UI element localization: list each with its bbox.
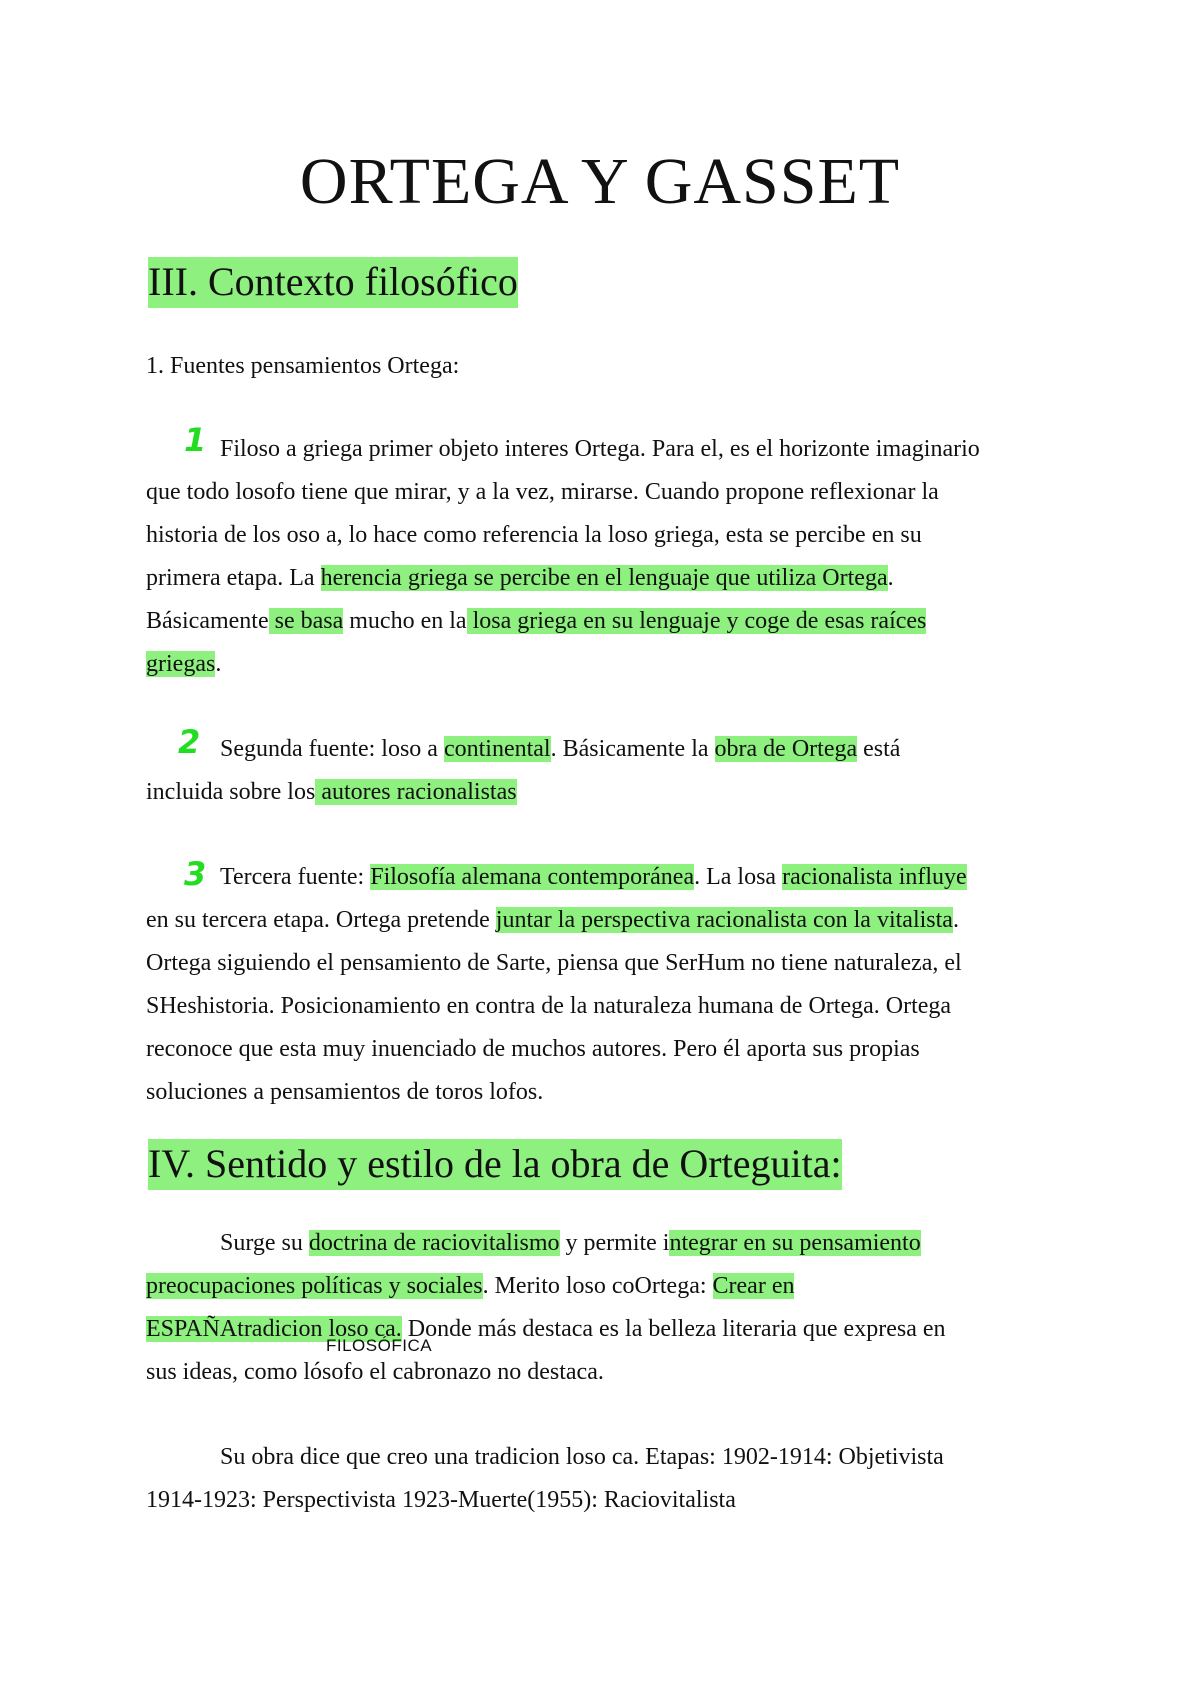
text-run: Básicamente [146, 608, 269, 634]
text-line [146, 563, 894, 593]
highlight: autores racionalistas [315, 779, 517, 805]
text-line [220, 862, 967, 892]
text-run: mucho en la [343, 608, 467, 634]
text-run: y permite i [559, 1230, 670, 1256]
highlight: ESPAÑAtradicion loso ca. [146, 1316, 402, 1342]
highlight: herencia griega se percibe en el lenguaje que utiliza Ortega [320, 565, 888, 591]
section-heading-contexto [146, 258, 520, 306]
text-run: . La losa [694, 864, 783, 890]
text-line: Filoso a griega primer objeto interes Ortega. Para el, es el horizonte imaginario [220, 436, 980, 462]
text-line: Su obra dice que creo una tradicion loso ca. Etapas: 1902-1914: Objetivista [220, 1444, 944, 1470]
text-line: que todo losofo tiene que mirar, y a la vez, mirarse. Cuando propone reflexionar la [146, 479, 939, 505]
text-run: está [857, 736, 901, 762]
text-run: en su tercera etapa. Ortega pretende [146, 907, 496, 933]
handwritten-marker-3: 3 [184, 855, 207, 893]
text-run: Segunda fuente: loso a [220, 736, 444, 762]
highlight: juntar la perspectiva racionalista con la vitalista [495, 907, 953, 933]
highlight: obra de Ortega [714, 736, 858, 762]
text-run: . Básicamente la [550, 736, 715, 762]
highlight: griegas [146, 651, 216, 677]
highlight: Filosofía alemana contemporánea [370, 864, 695, 890]
text-line: Ortega siguiendo el pensamiento de Sarte, piensa que SerHum no tiene naturaleza, el [146, 950, 962, 976]
highlight: griega en su lenguaje y coge de esas raíces [511, 608, 927, 634]
highlight: losa [466, 608, 512, 634]
highlight: continental [443, 736, 551, 762]
handwritten-marker-2: 2 [178, 723, 201, 761]
document-title: ORTEGA Y GASSET [299, 145, 901, 218]
section-heading-text: IV. Sentido y estilo de la obra de Orteguita: [148, 1139, 842, 1190]
highlight: racionalista influye [782, 864, 967, 890]
text-line [220, 1228, 921, 1258]
text-line: historia de los oso a, lo hace como referencia la loso griega, esta se percibe en su [146, 522, 922, 548]
section-heading-sentido [146, 1140, 844, 1188]
text-run: . [215, 651, 222, 677]
text-line [220, 734, 900, 764]
text-line: reconoce que esta muy inuenciado de muchos autores. Pero él aporta sus propias [146, 1036, 920, 1062]
text-run: . [887, 565, 894, 591]
text-line [146, 905, 959, 935]
text-run: Donde más destaca es la belleza literaria que expresa en [401, 1316, 946, 1342]
text-line: soluciones a pensamientos de toros lofos. [146, 1079, 544, 1105]
text-line: 1914-1923: Perspectivista 1923-Muerte(1955): Raciovitalista [146, 1487, 736, 1513]
text-line [146, 1271, 794, 1301]
highlight: doctrina de raciovitalismo [308, 1230, 560, 1256]
text-line: SHeshistoria. Posicionamiento en contra de la naturaleza humana de Ortega. Ortega [146, 993, 952, 1019]
text-line [146, 777, 517, 807]
highlight: preocupaciones políticas y sociales [146, 1273, 483, 1299]
text-line [146, 1314, 946, 1344]
text-line [146, 649, 221, 679]
text-run: . Merito loso coOrtega: [482, 1273, 713, 1299]
highlight: ntegrar en su pensamiento [669, 1230, 921, 1256]
text-run: incluida sobre los [146, 779, 316, 805]
text-run: . [952, 907, 959, 933]
text-run: primera etapa. La [146, 565, 321, 591]
text-line: sus ideas, como lósofo el cabronazo no destaca. [146, 1359, 604, 1385]
highlight: Crear en [712, 1273, 795, 1299]
overlay-label-filosofica: FILOSÓFICA [326, 1336, 433, 1355]
highlight: se basa [268, 608, 344, 634]
text-run: Tercera fuente: [220, 864, 371, 890]
handwritten-marker-1: 1 [184, 421, 207, 459]
subheading-fuentes: 1. Fuentes pensamientos Ortega: [146, 353, 460, 379]
section-heading-text: III. Contexto filosófico [148, 257, 518, 308]
text-line [146, 606, 926, 636]
text-run: Surge su [220, 1230, 309, 1256]
